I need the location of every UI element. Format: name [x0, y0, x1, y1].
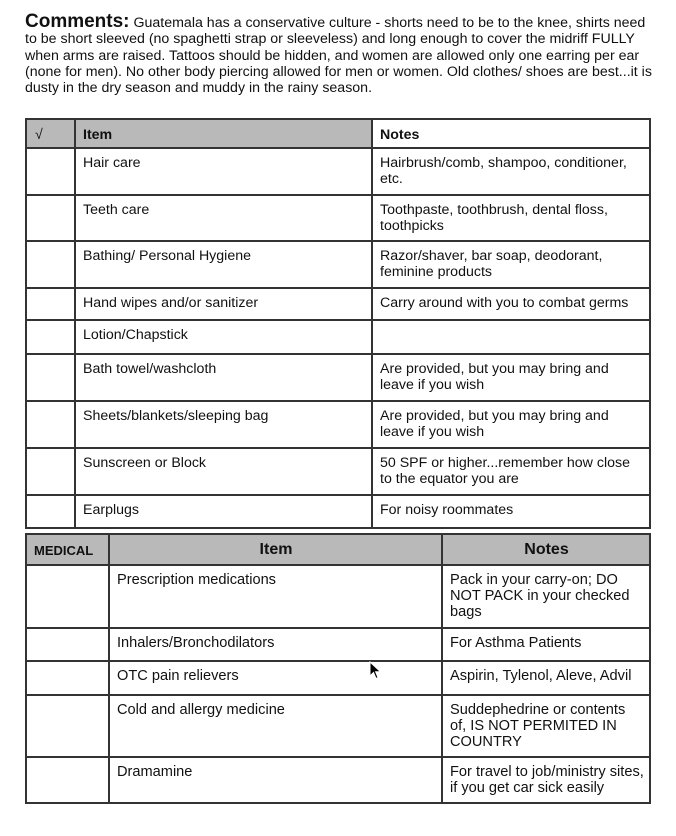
table-row: [26, 195, 650, 241]
item-cell: Prescription medications: [109, 565, 442, 628]
personal-care-table: [25, 118, 651, 529]
checkbox-cell[interactable]: [26, 320, 75, 354]
table-header-row: [26, 534, 650, 565]
checkbox-cell[interactable]: [26, 241, 75, 288]
comments-paragraph: [25, 11, 655, 97]
table-row: [26, 448, 650, 495]
table-row: [26, 401, 650, 448]
item-cell: Earplugs: [75, 495, 372, 528]
item-cell: Inhalers/Bronchodilators: [109, 628, 442, 661]
table-row: [26, 241, 650, 288]
item-cell: Hand wipes and/or sanitizer: [75, 288, 372, 320]
item-cell: Hair care: [75, 148, 372, 195]
item-column-header: Item: [109, 534, 442, 565]
check-column-header: √: [26, 119, 75, 148]
checkbox-cell[interactable]: [26, 757, 109, 803]
item-cell: Bath towel/washcloth: [75, 354, 372, 401]
item-cell: Sunscreen or Block: [75, 448, 372, 495]
item-cell: OTC pain relievers: [109, 661, 442, 695]
notes-cell: Are provided, but you may bring and leave if you wish: [372, 354, 650, 401]
table-row: [26, 320, 650, 354]
notes-cell: For travel to job/ministry sites, if you get car sick easily: [442, 757, 650, 803]
table-row: [26, 757, 650, 803]
table-row: [26, 495, 650, 528]
checkbox-cell[interactable]: [26, 448, 75, 495]
medical-section-header: MEDICAL: [26, 534, 109, 565]
checkbox-cell[interactable]: [26, 288, 75, 320]
checkbox-cell[interactable]: [26, 148, 75, 195]
table-row: [26, 661, 650, 695]
table-row: [26, 354, 650, 401]
notes-cell: Razor/shaver, bar soap, deodorant, feminine products: [372, 241, 650, 288]
item-cell: Lotion/Chapstick: [75, 320, 372, 354]
item-cell: Teeth care: [75, 195, 372, 241]
checkbox-cell[interactable]: [26, 354, 75, 401]
notes-cell: Toothpaste, toothbrush, dental floss, toothpicks: [372, 195, 650, 241]
notes-cell: Suddephedrine or contents of, IS NOT PERMITED IN COUNTRY: [442, 695, 650, 757]
notes-cell: Aspirin, Tylenol, Aleve, Advil: [442, 661, 650, 695]
table-row: [26, 565, 650, 628]
checkbox-cell[interactable]: [26, 628, 109, 661]
item-column-header: Item: [75, 119, 372, 148]
item-cell: Bathing/ Personal Hygiene: [75, 241, 372, 288]
notes-cell: [372, 320, 650, 354]
mouse-pointer-icon: [369, 661, 383, 681]
notes-column-header: Notes: [442, 534, 650, 565]
comments-label: Comments:: [25, 11, 130, 32]
table-row: [26, 695, 650, 757]
checkbox-cell[interactable]: [26, 195, 75, 241]
notes-cell: For Asthma Patients: [442, 628, 650, 661]
notes-cell: 50 SPF or higher...remember how close to the equator you are: [372, 448, 650, 495]
table-row: [26, 148, 650, 195]
checkbox-cell[interactable]: [26, 565, 109, 628]
notes-cell: For noisy roommates: [372, 495, 650, 528]
checkbox-cell[interactable]: [26, 495, 75, 528]
notes-cell: Hairbrush/comb, shampoo, conditioner, etc.: [372, 148, 650, 195]
table-row: [26, 288, 650, 320]
checkbox-cell[interactable]: [26, 695, 109, 757]
table-header-row: [26, 119, 650, 148]
notes-cell: Pack in your carry-on; DO NOT PACK in your checked bags: [442, 565, 650, 628]
notes-column-header: Notes: [372, 119, 650, 148]
comments-text: Guatemala has a conservative culture - shorts need to be to the knee, shirts need to be short sleeved (no spaghetti strap or sleeveless) and long enough to cover the midriff FULLY when arms are raised. Tattoos should be hidden, and women are allowed only one earring per ear (none for men). No other body piercing allowed for men or women. Old clothes/ shoes are best...it is dusty in the dry season and muddy in the rainy season.: [25, 15, 652, 97]
item-cell: Dramamine: [109, 757, 442, 803]
notes-cell: Are provided, but you may bring and leave if you wish: [372, 401, 650, 448]
notes-cell: Carry around with you to combat germs: [372, 288, 650, 320]
table-row: [26, 628, 650, 661]
item-cell: Sheets/blankets/sleeping bag: [75, 401, 372, 448]
item-cell: Cold and allergy medicine: [109, 695, 442, 757]
checkbox-cell[interactable]: [26, 401, 75, 448]
checkbox-cell[interactable]: [26, 661, 109, 695]
medical-table: [25, 533, 651, 804]
